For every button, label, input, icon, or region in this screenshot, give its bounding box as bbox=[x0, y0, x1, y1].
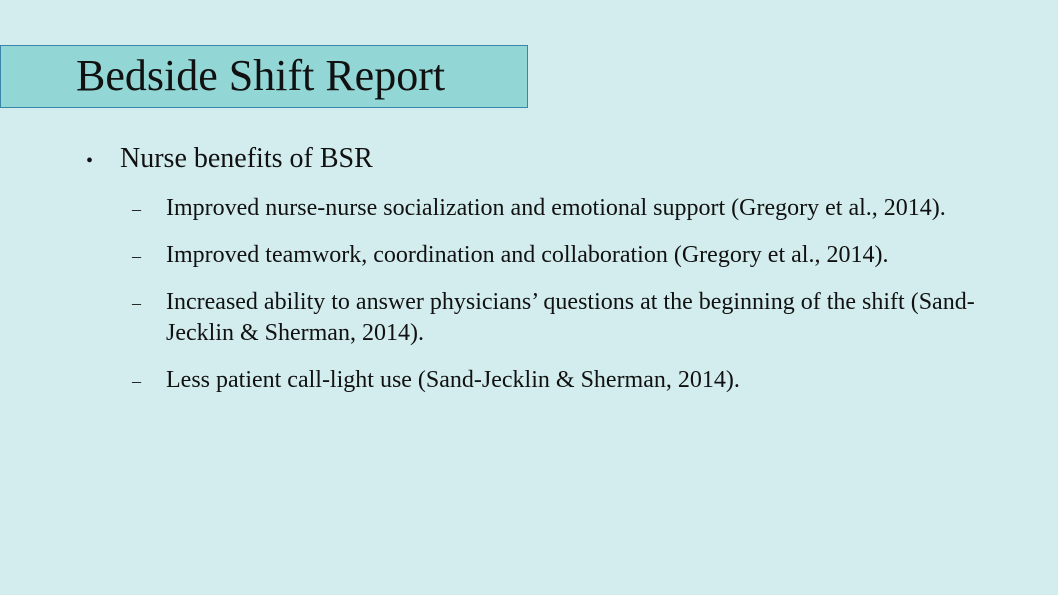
dash-icon: – bbox=[132, 199, 141, 219]
slide-title: Bedside Shift Report bbox=[76, 51, 446, 100]
dash-icon: – bbox=[132, 246, 141, 266]
sub-bullet-item bbox=[132, 193, 982, 224]
bullet-label: Nurse benefits of BSR bbox=[120, 143, 373, 174]
sub-bullet-text: Improved teamwork, coordination and collaboration (Gregory et al., 2014). bbox=[166, 242, 889, 268]
sub-bullet-text: Increased ability to answer physicians’ questions at the beginning of the shift (Sand-Jecklin & Sherman, 2014). bbox=[166, 289, 975, 346]
sub-bullet-list bbox=[132, 193, 982, 412]
sub-bullet-item bbox=[132, 287, 982, 349]
sub-bullet-item bbox=[132, 240, 982, 271]
bullet-dot-icon: • bbox=[86, 150, 94, 172]
dash-icon: – bbox=[132, 293, 141, 313]
sub-bullet-text: Improved nurse-nurse socialization and emotional support (Gregory et al., 2014). bbox=[166, 195, 946, 221]
sub-bullet-item bbox=[132, 365, 982, 396]
sub-bullet-text: Less patient call-light use (Sand-Jecklin & Sherman, 2014). bbox=[166, 367, 740, 393]
dash-icon: – bbox=[132, 371, 141, 391]
title-box bbox=[0, 45, 528, 108]
